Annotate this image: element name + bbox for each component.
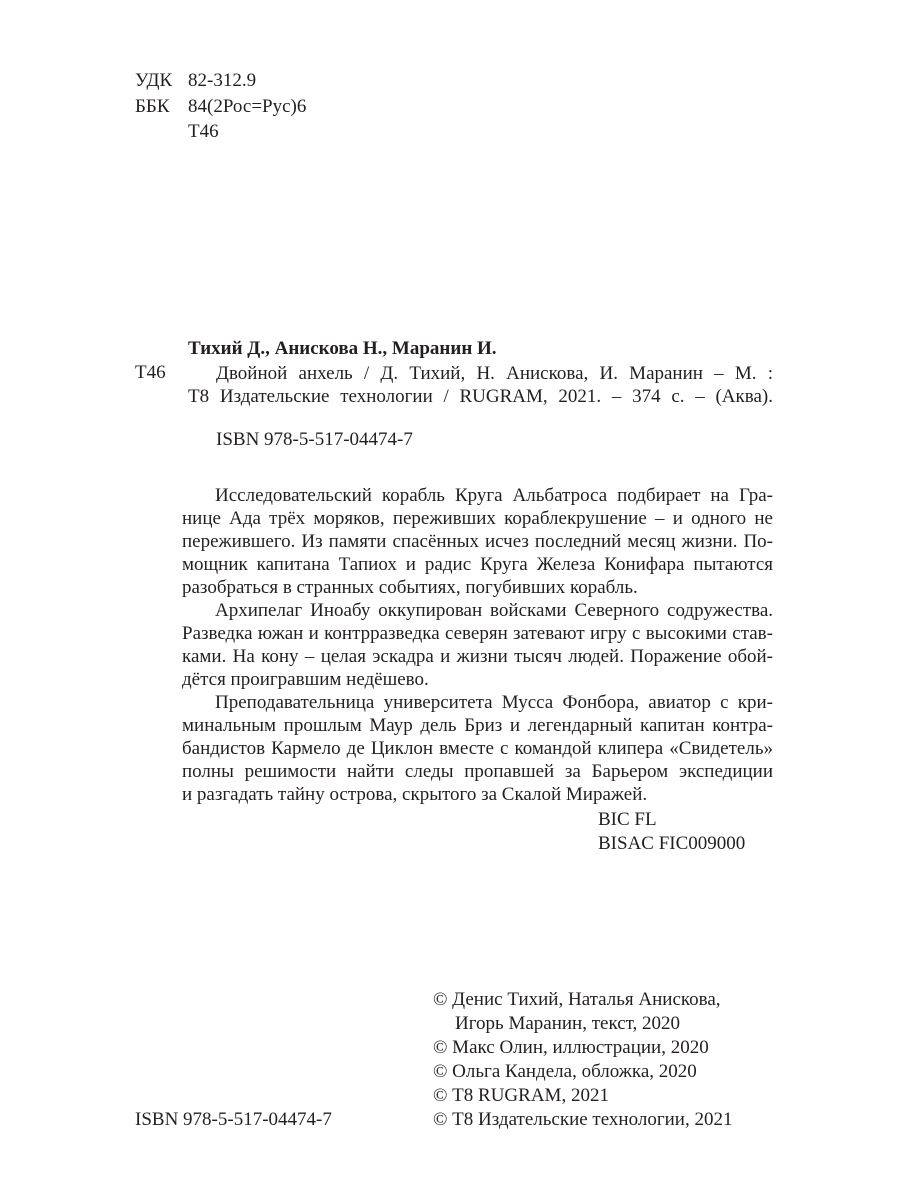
copyright-line: © Т8 RUGRAM, 2021 <box>433 1085 609 1106</box>
annotation-line: и разгадать тайну острова, скрытого за Скалой Миражей. <box>182 784 648 805</box>
annotation-line: минальным прошлым Маур дель Бриз и легендарный капитан контра- <box>182 715 773 736</box>
annotation <box>182 484 773 806</box>
annotation-line: дётся проигравшим недёшево. <box>182 669 429 690</box>
bibliographic-line: Двойной анхель / Д. Тихий, Н. Анискова, И. Маранин – М. : <box>216 363 773 384</box>
bbk-value: 84(2Рос=Рус)6 <box>188 96 307 117</box>
copyright-line: © Т8 Издательские технологии, 2021 <box>433 1109 733 1130</box>
annotation-line: пережившего. Из памяти спасённых исчез последний месяц жизни. По- <box>182 531 773 552</box>
bic-code: BIC FL <box>598 809 657 830</box>
annotation-line: ками. На кону – целая эскадра и жизни тысяч людей. Поражение обой- <box>182 646 773 667</box>
annotation-line: полны решимости найти следы пропавшей за Барьером экспедиции <box>182 761 773 782</box>
annotation-line: бандистов Кармело де Циклон вместе с командой клипера «Свидетель» <box>182 738 773 759</box>
copyright-line: Игорь Маранин, текст, 2020 <box>455 1013 681 1034</box>
footer-isbn: ISBN 978-5-517-04474-7 <box>135 1109 332 1130</box>
authors-heading: Тихий Д., Анискова Н., Маранин И. <box>188 338 497 359</box>
annotation-line: Разведка южан и контрразведка северян затевают игру с высокими став- <box>182 623 773 644</box>
annotation-line: Исследовательский корабль Круга Альбатроса подбирает на Гра- <box>215 485 773 506</box>
copyright-block <box>433 988 732 1132</box>
author-mark: Т46 <box>188 121 219 142</box>
udk-label: УДК <box>135 70 173 91</box>
copyright-line: © Макс Олин, иллюстрации, 2020 <box>433 1037 709 1058</box>
bbk-label: ББК <box>135 96 170 117</box>
annotation-line: мощник капитана Тапиох и радис Круга Железа Конифара пытаются <box>182 554 773 575</box>
bibliographic-line: Т8 Издательские технологии / RUGRAM, 2021. – 374 с. – (Аква). <box>188 386 773 407</box>
bisac-code: BISAC FIC009000 <box>598 833 746 854</box>
udk-value: 82-312.9 <box>188 70 257 91</box>
annotation-line: разобраться в странных событиях, погубивших корабль. <box>182 577 638 598</box>
copyright-line: © Денис Тихий, Наталья Анискова, <box>433 989 721 1010</box>
copyright-line: © Ольга Кандела, обложка, 2020 <box>433 1061 697 1082</box>
author-mark: Т46 <box>135 362 166 383</box>
annotation-line: Преподавательница университета Мусса Фонбора, авиатор с кри- <box>215 692 773 713</box>
annotation-line: нице Ада трёх моряков, переживших кораблекрушение – и одного не <box>182 508 773 529</box>
annotation-line: Архипелаг Иноабу оккупирован войсками Северного содружества. <box>215 600 773 621</box>
isbn: ISBN 978-5-517-04474-7 <box>216 429 413 450</box>
